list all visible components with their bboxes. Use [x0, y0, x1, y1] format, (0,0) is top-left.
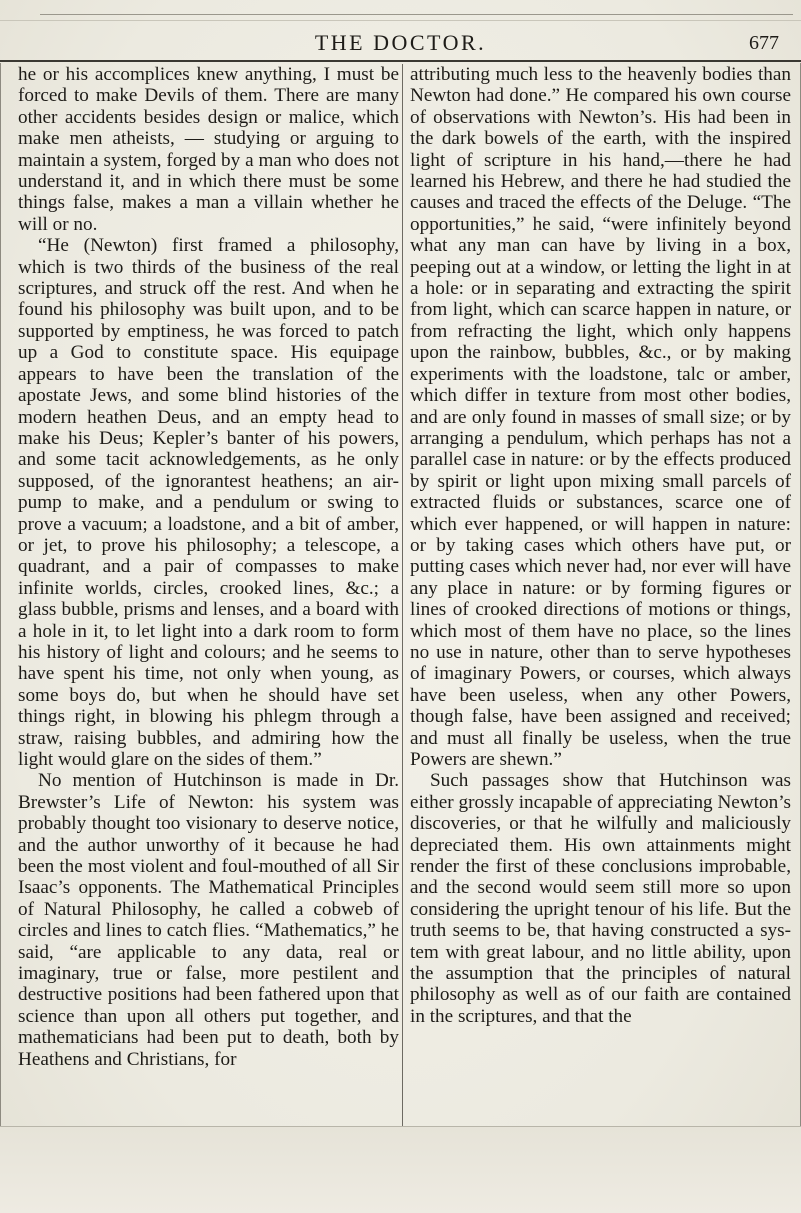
- running-head: THE DOCTOR.: [314, 30, 487, 55]
- paragraph: No mention of Hutchinson is made in Dr. Brewster’s Life of Newton: his system was probably thought too visionary to deserve notice, and the author unworthy of it because he had been the most violent and foul-mouthed of all Sir Isaac’s opponents. The Mathematical Principles of Natural Philosophy, he called a cobweb of circles and lines to catch flies. “Mathematics,” he said, “are applicable to any data, real or imaginary, true or false, more pestilent and destructive positions had been fathered upon that science than upon all others put together, and mathematicians had been put to death, both by Heathens and Christians, for: [18, 770, 399, 1070]
- paragraph: Such passages show that Hutchinson was either grossly incapable of appreciating Newton’s discoveries, or that he wilfully and maliciously depreciated them. His own attainments might render the first of these conclusions improbable, and the second would seem still more so upon considering the upright tenour of his life. But the truth seems to be, that having constructed a system with great labour, and no little ability, upon the assumption that the principles of natural philosophy as well as of our faith are contained in the scriptures, and that the: [410, 770, 791, 1027]
- header-rule: [0, 60, 801, 62]
- paragraph: “He (Newton) first framed a philosophy, which is two thirds of the business of the real scriptures, and struck off the rest. And when he found his philosophy was built upon, and to be supported by emptiness, he was forced to patch up a God to constitute space. His equipage appears to have been the translation of the apostate Jews, and some blind histories of the modern heathen Deus, and an empty head to make his Deus; Kepler’s banter of his powers, and some tacit acknowledgements, as he only supposed, of the ignorantest heathens; an air-pump to make, and a pendulum or swing to prove a vacuum; a loadstone, and a bit of amber, or jet, to prove his philosophy; a telescope, a quadrant, and a pair of compasses to make infinite worlds, circles, crooked lines, &c.; a glass bubble, prisms and lenses, and a board with a hole in it, to let light into a dark room to form his history of light and colours; and he seems to have spent his time, not only when young, as some boys do, but when he should have set things right, in blowing his phlegm through a straw, raising bubbles, and admiring how the light would glare on the sides of them.”: [18, 235, 399, 770]
- paragraph: attributing much less to the heavenly bodies than Newton had done.” He compared his own course of observations with Newton’s. His had been in the dark bowels of the earth, with the inspired light of scripture in his hand,—there he had learned his Hebrew, and there he had studied the causes and traced the effects of the Deluge. “The opportunities,” he said, “were infinitely beyond what any man can have by living in a box, peeping out at a window, or letting the light in at a hole: or in separating and extracting the spirit from light, which can scarce happen in nature, or from refracting the light, which only happens upon the rainbow, bubbles, &c., or by making experiments with the loadstone, talc or amber, which differ in texture from most other bodies, and are only found in masses of small size; or by arranging a pendulum, which perhaps has not a parallel case in nature: or by the effects produced by spirit or light upon mixing small parcels of extracted fluids or substances, scarce one of which ever happened, or will happen in nature: or by taking cases which others have put, or putting cases which never had, nor ever will have any place in nature: or by forming figures or lines of crooked directions of motions or things, which most of them have no place, so the lines no use in nature, other than to serve hypotheses of imaginary Powers, or courses, which always have been useless, when any other Powers, though false, have been assigned and received; and must all finally be useless, when the true Powers are shewn.”: [410, 64, 791, 770]
- frame-left-rule: [0, 63, 1, 1126]
- top-edge-rule: [40, 14, 793, 15]
- column-divider: [402, 64, 403, 1126]
- bottom-margin: [0, 1127, 801, 1213]
- top-edge-rule-faint: [0, 20, 801, 21]
- right-column: [410, 64, 791, 1128]
- page-number: 677: [749, 32, 779, 54]
- page-header: [0, 28, 801, 58]
- left-column: [18, 64, 399, 1128]
- paragraph: he or his accomplices knew anything, I must be forced to make Devils of them. There are many other accidents besides design or malice, which make men atheists, — studying or arguing to maintain a system, forged by a man who does not understand it, and in which there must be some things false, makes a man a villain whether he will or no.: [18, 64, 399, 235]
